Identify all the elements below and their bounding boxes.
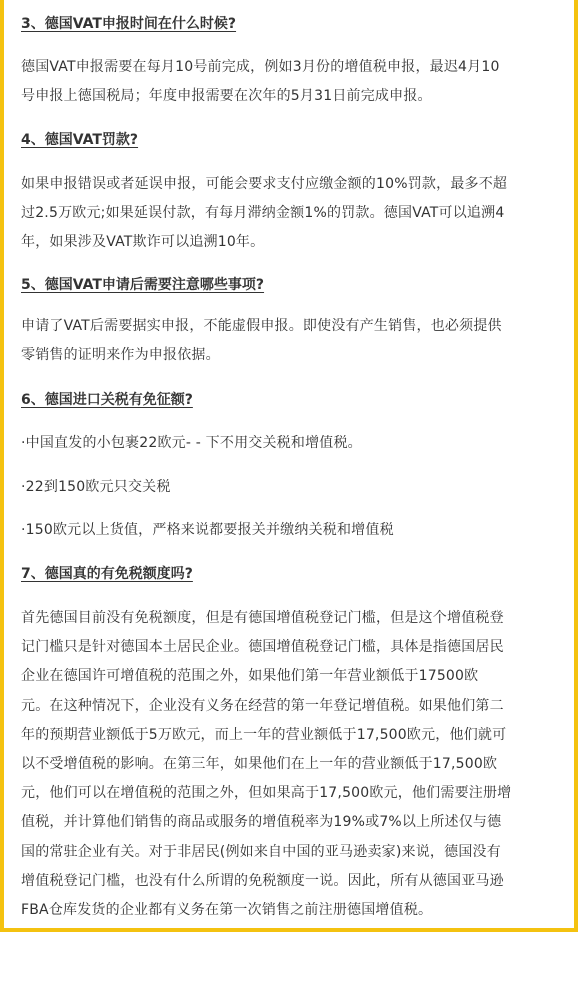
section-heading-import-duty: 6、德国进口关税有免征额? [21, 392, 193, 408]
section-heading-vat-penalty: 4、德国VAT罚款? [21, 132, 139, 148]
bullet-item: ·22到150欧元只交关税 [21, 479, 171, 495]
paragraph-line: 年的预期营业额低于5万欧元，而上一年的营业额低于17,500欧元，他们就可 [21, 726, 507, 743]
paragraph-line: 元。在这种情况下，企业没有义务在经营的第一年登记增值税。如果他们第二 [21, 697, 504, 714]
paragraph-line: 首先德国目前没有免税额度，但是有德国增值税登记门槛，但是这个增值税登 [21, 610, 504, 626]
paragraph-line: 申请了VAT后需要据实申报，不能虚假申报。即使没有产生销售，也必须提供 [21, 318, 502, 334]
bullet-item: ·中国直发的小包裹22欧元- - 下不用交关税和增值税。 [21, 435, 362, 451]
paragraph-line: 国的常驻企业有关。对于非居民(例如来自中国的亚马逊卖家)来说，德国没有 [21, 843, 501, 860]
section-body-tax-exemption [21, 604, 561, 925]
paragraph-line: 元，他们可以在增值税的范围之外，但如果高于17,500欧元，他们需要注册增 [21, 785, 512, 802]
paragraph-line: 值税，并计算他们销售的商品或服务的增值税率为19%或7%以上所述仅与德 [21, 814, 502, 831]
section-heading-vat-filing-time: 3、德国VAT申报时间在什么时候? [21, 16, 237, 32]
section-body-vat-notes [21, 312, 561, 370]
paragraph-line: 增值税登记门槛，也没有什么所谓的免税额度一说。因此，所有从德国亚马逊 [21, 872, 504, 889]
paragraph-line: 企业在德国许可增值税的范围之外，如果他们第一年营业额低于17500欧 [21, 668, 479, 685]
paragraph-line: 德国VAT申报需要在每月10号前完成，例如3月份的增值税申报，最迟4月10 [21, 59, 500, 75]
section-body-vat-filing-time [21, 53, 561, 111]
paragraph-line: 年，如果涉及VAT欺诈可以追溯10年。 [21, 234, 265, 251]
section-body-vat-penalty [21, 170, 561, 258]
paragraph-line: 零销售的证明来作为申报依据。 [21, 347, 220, 364]
paragraph-line: 如果申报错误或者延误申报，可能会要求支付应缴金额的10%罚款，最多不超 [21, 176, 508, 192]
paragraph-line: FBA仓库发货的企业都有义务在第一次销售之前注册德国增值税。 [21, 902, 433, 919]
section-heading-tax-exemption: 7、德国真的有免税额度吗? [21, 566, 193, 582]
section-heading-vat-notes: 5、德国VAT申请后需要注意哪些事项? [21, 277, 265, 293]
paragraph-line: 过2.5万欧元;如果延误付款，有每月滞纳金额1%的罚款。德国VAT可以追溯4 [21, 205, 505, 222]
paragraph-line: 记门槛只是针对德国本土居民企业。德国增值税登记门槛，具体是指德国居民 [21, 639, 504, 656]
bullet-item: ·150欧元以上货值，严格来说都要报关并缴纳关税和增值税 [21, 522, 394, 538]
paragraph-line: 以不受增值税的影响。在第三年，如果他们在上一年的营业额低于17,500欧 [21, 756, 498, 773]
paragraph-line: 号申报上德国税局；年度申报需要在次年的5月31日前完成申报。 [21, 88, 432, 105]
